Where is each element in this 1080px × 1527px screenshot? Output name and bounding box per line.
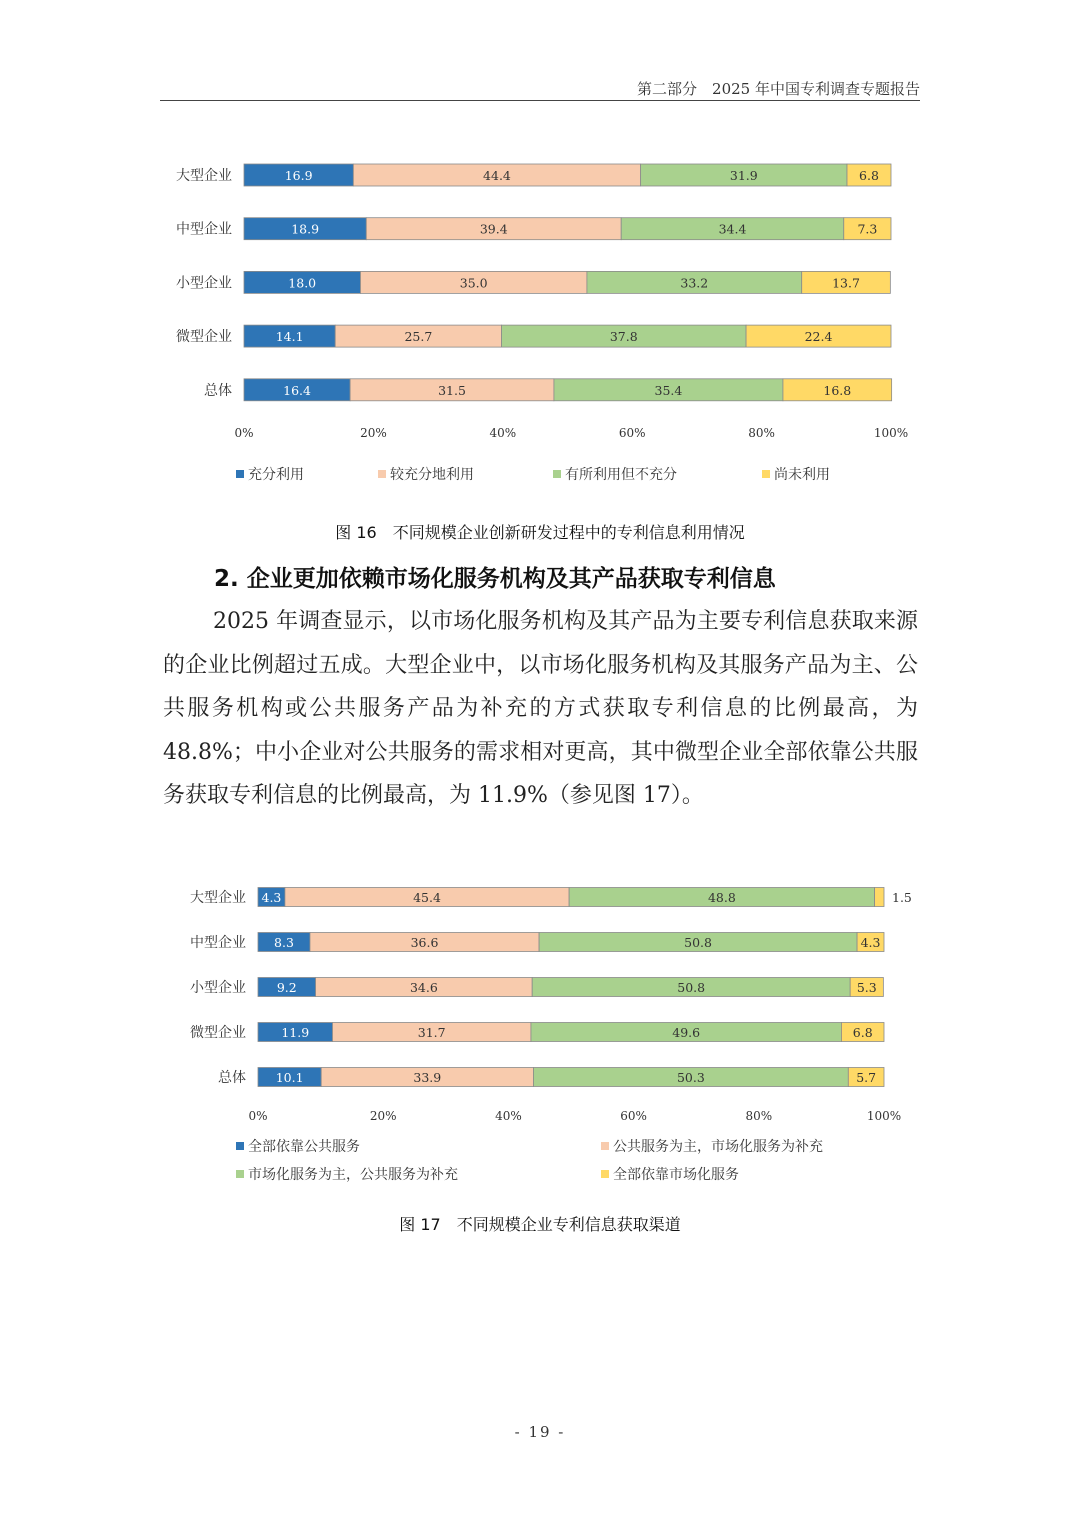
data-label: 35.4 bbox=[654, 382, 683, 398]
x-tick-label: 80% bbox=[745, 1109, 773, 1123]
data-label: 11.9 bbox=[281, 1025, 310, 1040]
data-label: 50.3 bbox=[676, 1070, 705, 1085]
data-label: 18.9 bbox=[291, 221, 320, 237]
data-label: 8.3 bbox=[274, 935, 294, 950]
legend-label: 较充分地利用 bbox=[390, 467, 474, 483]
legend-swatch bbox=[601, 1142, 609, 1150]
section-heading: 2. 企业更加依赖市场化服务机构及其产品获取专利信息 bbox=[214, 566, 776, 592]
data-label: 5.3 bbox=[856, 980, 877, 995]
category-label: 总体 bbox=[218, 1070, 246, 1086]
data-label: 4.3 bbox=[261, 890, 282, 905]
legend-label: 充分利用 bbox=[248, 467, 304, 483]
data-label: 31.5 bbox=[438, 382, 466, 398]
page-number: - 19 - bbox=[514, 1423, 566, 1441]
legend-label: 全部依靠市场化服务 bbox=[613, 1167, 739, 1183]
data-label: 4.3 bbox=[860, 935, 881, 950]
category-label: 大型企业 bbox=[190, 890, 246, 906]
data-label: 33.2 bbox=[680, 275, 709, 291]
data-label: 34.6 bbox=[409, 980, 438, 995]
category-label: 总体 bbox=[204, 382, 232, 399]
category-label: 中型企业 bbox=[176, 221, 232, 238]
data-label: 16.8 bbox=[823, 382, 852, 398]
data-label: 5.7 bbox=[856, 1070, 877, 1085]
x-tick-label: 40% bbox=[495, 1109, 522, 1123]
legend-swatch bbox=[236, 1170, 244, 1178]
running-header: 第二部分 2025 年中国专利调查专题报告 bbox=[637, 80, 920, 98]
category-label: 小型企业 bbox=[190, 980, 246, 996]
category-label: 微型企业 bbox=[190, 1025, 246, 1041]
data-label: 45.4 bbox=[413, 890, 441, 905]
x-tick-label: 20% bbox=[369, 1109, 397, 1123]
data-label: 7.3 bbox=[857, 221, 878, 237]
legend-swatch bbox=[236, 470, 244, 478]
data-label: 34.4 bbox=[718, 221, 747, 237]
data-label: 35.0 bbox=[459, 275, 488, 291]
bar-segment bbox=[875, 888, 884, 907]
data-label: 50.8 bbox=[677, 980, 706, 995]
legend-swatch bbox=[601, 1170, 609, 1178]
data-label: 13.7 bbox=[832, 275, 860, 291]
legend-swatch bbox=[762, 470, 770, 478]
category-label: 中型企业 bbox=[190, 935, 246, 951]
data-label: 44.4 bbox=[483, 168, 511, 183]
legend-swatch bbox=[553, 470, 561, 478]
data-label: 18.0 bbox=[288, 275, 317, 291]
figure-16-caption: 图 16 不同规模企业创新研发过程中的专利信息利用情况 bbox=[335, 523, 745, 542]
x-tick-label: 0% bbox=[234, 426, 254, 440]
legend-label: 全部依靠公共服务 bbox=[248, 1139, 360, 1155]
x-tick-label: 60% bbox=[618, 426, 646, 440]
data-label: 9.2 bbox=[276, 980, 297, 995]
data-label: 10.1 bbox=[275, 1070, 304, 1085]
data-label: 14.1 bbox=[275, 329, 304, 345]
header-rule bbox=[160, 100, 920, 101]
body-paragraph: 2025 年调查显示，以市场化服务机构及其产品为主要专利信息获取来源的企业比例超过五成。大型企业中，以市场化服务机构及其服务产品为主、公共服务机构或公共服务产品为补充的方式获取专利信息的比例最高，为 48.8%；中小企业对公共服务的需求相对更高，其中微型企业全部依靠公共服务获取专利信息的比例最高，为 11.9%（参见图 17）。 bbox=[163, 609, 918, 808]
data-label: 16.4 bbox=[283, 382, 311, 398]
legend-swatch bbox=[236, 1142, 244, 1150]
data-label: 6.8 bbox=[852, 1025, 873, 1040]
legend-label: 尚未利用 bbox=[774, 467, 830, 483]
figure-17-caption: 图 17 不同规模企业专利信息获取渠道 bbox=[399, 1215, 681, 1234]
legend-label: 市场化服务为主，公共服务为补充 bbox=[248, 1167, 458, 1183]
data-label: 31.7 bbox=[417, 1025, 446, 1040]
chart-figure-17 bbox=[0, 870, 1080, 1200]
x-tick-label: 80% bbox=[748, 426, 775, 440]
x-tick-label: 100% bbox=[866, 1109, 902, 1123]
data-label: 50.8 bbox=[684, 935, 712, 950]
chart-figure-16 bbox=[0, 140, 1080, 510]
legend-label: 公共服务为主，市场化服务为补充 bbox=[613, 1139, 823, 1155]
data-label: 25.7 bbox=[404, 329, 433, 345]
x-tick-label: 40% bbox=[489, 426, 517, 440]
category-label: 大型企业 bbox=[176, 168, 232, 184]
data-label: 49.6 bbox=[672, 1025, 701, 1040]
legend-label: 有所利用但不充分 bbox=[565, 467, 677, 483]
data-label: 31.9 bbox=[729, 168, 758, 183]
data-label: 36.6 bbox=[410, 935, 439, 950]
category-label: 小型企业 bbox=[176, 275, 232, 292]
data-label: 33.9 bbox=[413, 1070, 442, 1085]
data-label: 16.9 bbox=[284, 168, 313, 183]
data-label: 48.8 bbox=[707, 890, 736, 905]
x-tick-label: 100% bbox=[873, 426, 909, 440]
data-label: 37.8 bbox=[609, 329, 638, 345]
legend-swatch bbox=[378, 470, 386, 478]
x-tick-label: 0% bbox=[248, 1109, 268, 1123]
data-label: 39.4 bbox=[479, 221, 508, 237]
category-label: 微型企业 bbox=[176, 329, 232, 346]
data-label: 1.5 bbox=[892, 890, 912, 905]
x-tick-label: 20% bbox=[360, 426, 387, 440]
data-label: 22.4 bbox=[804, 329, 833, 345]
data-label: 6.8 bbox=[859, 168, 879, 183]
x-tick-label: 60% bbox=[620, 1109, 647, 1123]
